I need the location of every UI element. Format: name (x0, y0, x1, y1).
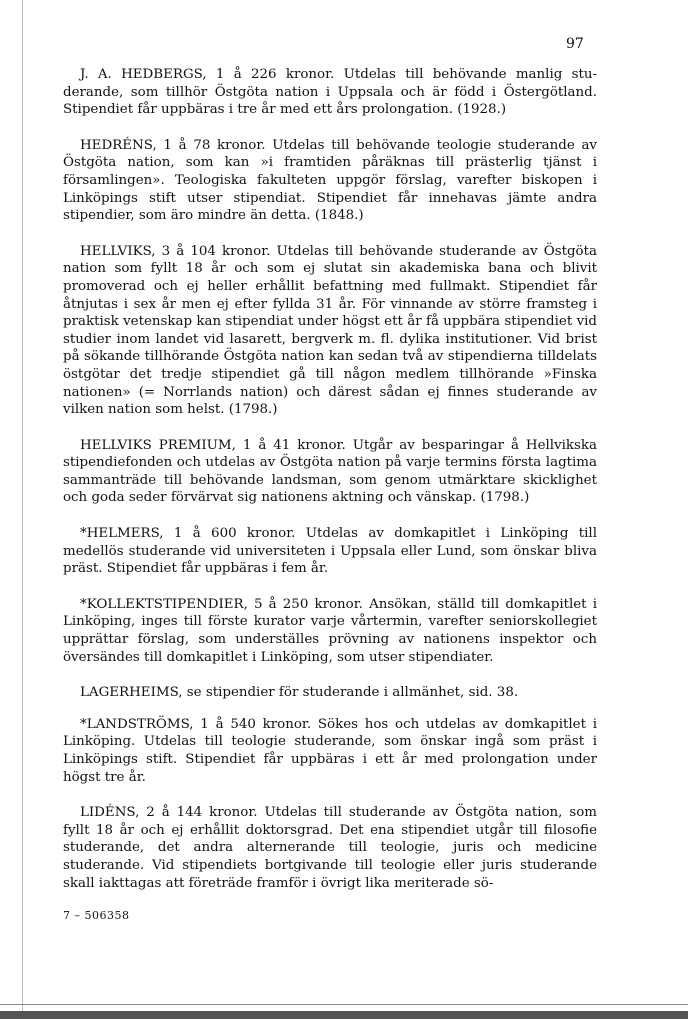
entry-hedrens: HEDRÉNS, 1 å 78 kronor. Utdelas till behövande teologie studerande av Östgöta nation, som kan »i framtiden påräknas till prästerlig tjänst i församlingen». Teologiska fakulteten uppgör förslag, varefter biskopen i Linköpings stift utser stipendiat. Stipendiet får innehavas jämte andra stipendier, som äro mindre än detta. (1848.) (63, 137, 597, 224)
page-number: 97 (566, 36, 584, 52)
entry-helmers: *HELMERS, 1 å 600 kronor. Utdelas av domkapitlet i Linköping till medellös studerande vid universiteten i Uppsala eller Lund, som önskar bliva präst. Stipendiet får uppbäras i fem år. (63, 526, 597, 577)
entry-hedbergs: J. A. HEDBERGS, 1 å 226 kronor. Utdelas till behövande manlig studerande, som tillhör Östgöta nation i Uppsala och är född i Östergötland. Stipendiet får uppbäras i tre år med ett års prolongation. (1928.) (63, 67, 597, 118)
entry-kollektstipendier: *KOLLEKTSTIPENDIER, 5 å 250 kronor. Ansökan, ställd till domkapitlet i Linköping, inges till förste kurator varje vårtermin, varefter seniorskollegiet upprättar förslag, som underställes prövning av nationens inspektor och översändes till domkapitlet i Linköping, som utser stipendiater. (63, 596, 597, 665)
signature-code: 7 – 506358 (63, 909, 130, 922)
page-body (63, 66, 597, 910)
scan-bottom-line (0, 1004, 688, 1005)
entry-landstroms: *LANDSTRÖMS, 1 å 540 kronor. Sökes hos och utdelas av domkapitlet i Linköping. Utdelas till teologie studerande, som önskar ingå som präst i Linköpings stift. Stipendiet får uppbäras i ett år med prolongation under högst tre år. (63, 716, 597, 785)
entry-hellviks: HELLVIKS, 3 å 104 kronor. Utdelas till behövande studerande av Östgöta nation som fyllt 18 år och som ej slutat sin akademiska bana och blivit promoverad och ej heller erhållit befattning med fullmakt. Stipendiet får åtnjutas i sex år men ej efter fyllda 31 år. För vinnande av större framsteg i praktisk vetenskap kan stipendiat under högst ett år få uppbära stipendiet vid studier inom landet vid lasarett, bergverk m. fl. dylika institutioner. Vid brist på sökande tillhörande Östgöta nation kan sedan två av stipendierna tilldelats östgötar det tredje stipendiet gå till någon medlem tillhörande »Finska nationen» (= Norrlands nation) och därest sådan ej finnes studerande av vilken nation som helst. (1798.) (63, 243, 597, 418)
entry-hellviks-premium: HELLVIKS PREMIUM, 1 å 41 kronor. Utgår av besparingar å Hellvikska stipendiefonden och utdelas av Östgöta nation på varje termins första lagtima sammanträde till behövande landsman, som genom utmärktare skicklighet och goda seder förvärvat sig nationens aktning och vänskap. (1798.) (63, 437, 597, 506)
scan-margin-line (22, 0, 23, 1019)
scan-bottom-edge (0, 1011, 688, 1019)
entry-lidens: LIDÉNS, 2 å 144 kronor. Utdelas till studerande av Östgöta nation, som fyllt 18 år och ej erhållit doktorsgrad. Det ena stipendiet utgår till filosofie studerande, det andra alternerande till teologie, juris och medicine studerande. Vid stipendiets bortgivande till teologie eller juris studerande skall iakttagas att företräde framför i övrigt lika meriterade sö- (63, 805, 597, 891)
entry-lagerheims: LAGERHEIMS, se stipendier för studerande i allmänhet, sid. 38. (80, 685, 519, 701)
